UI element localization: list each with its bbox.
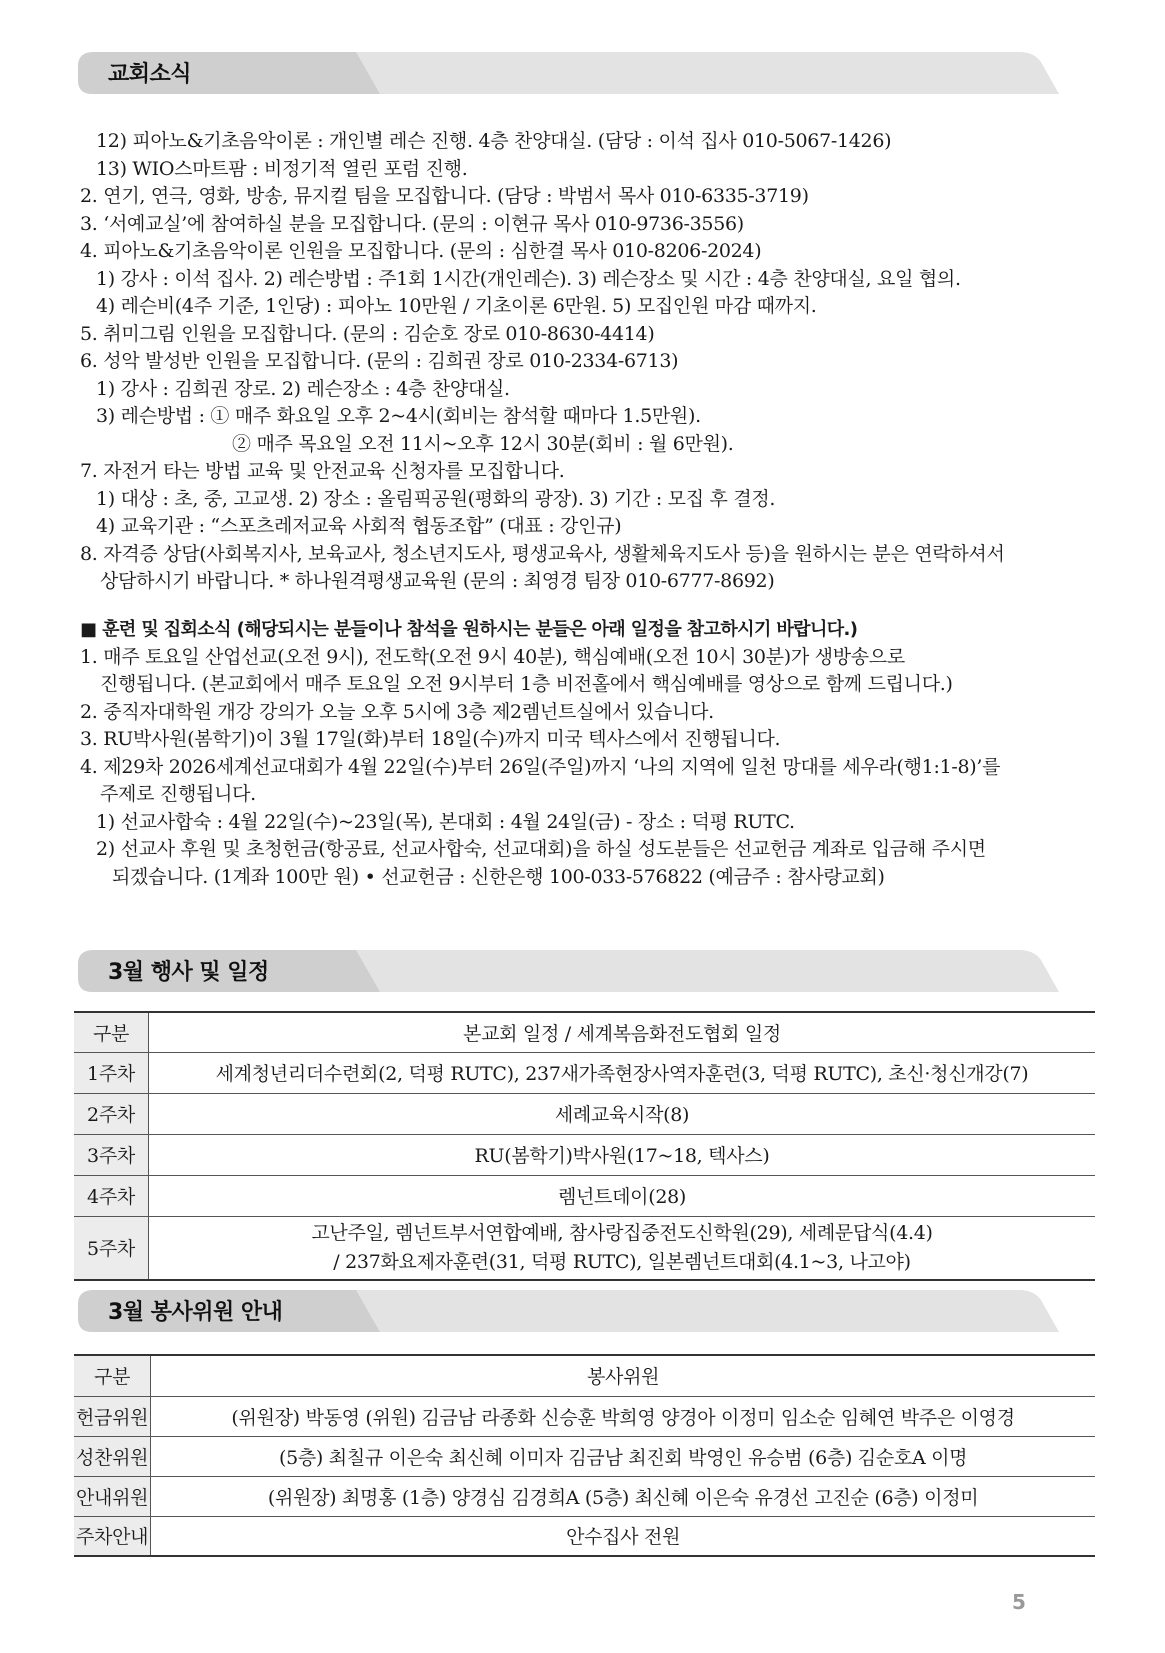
news-line: 6. 성악 발성반 인원을 모집합니다. (문의 : 김희권 장로 010-2334-6713)	[80, 350, 679, 372]
training-line: 2) 선교사 후원 및 초청헌금(항공료, 선교사합숙, 선교대회)을 하실 성도분들은 선교헌금 계좌로 입금해 주시면	[96, 838, 986, 860]
table-row	[74, 1216, 1095, 1280]
training-line: 1. 매주 토요일 산업선교(오전 9시), 전도학(오전 9시 40분), 핵심예배(오전 10시 30분)가 생방송으로	[80, 645, 905, 668]
news-line: 4) 레슨비(4주 기준, 1인당) : 피아노 10만원 / 기초이론 6만원. 5) 모집인원 마감 때까지.	[96, 295, 817, 317]
table-header-cell: 구분	[74, 1355, 151, 1396]
section-header-schedule	[74, 946, 1089, 996]
news-line: 3. ‘서예교실’에 참여하실 분을 모집합니다. (문의 : 이현규 목사 010-9736-3556)	[80, 212, 744, 235]
week-cell: 1주차	[74, 1052, 149, 1093]
table-row	[74, 1175, 1095, 1216]
news-line: 상담하시기 바랍니다. * 하나원격평생교육원 (문의 : 최영경 팀장 010-6777-8692)	[100, 570, 775, 592]
table-row	[74, 1476, 1095, 1516]
training-line: 1) 선교사합숙 : 4월 22일(수)~23일(목), 본대회 : 4월 24일(금) - 장소 : 덕평 RUTC.	[96, 810, 795, 833]
week-cell: 2주차	[74, 1093, 149, 1134]
role-cell: 헌금위원	[74, 1396, 151, 1436]
training-line: 주제로 진행됩니다.	[100, 783, 256, 805]
table-row	[74, 1052, 1095, 1093]
section-header-news	[74, 48, 1089, 98]
news-line: 1) 강사 : 김희권 장로. 2) 레슨장소 : 4층 찬양대실.	[96, 377, 510, 400]
week-cell: 5주차	[74, 1216, 149, 1280]
news-line: 7. 자전거 타는 방법 교육 및 안전교육 신청자를 모집합니다.	[80, 460, 565, 482]
table-header-row	[74, 1355, 1095, 1396]
table-row	[74, 1134, 1095, 1175]
table-header-cell: 본교회 일정 / 세계복음화전도협회 일정	[149, 1012, 1096, 1052]
role-cell: 안내위원	[74, 1476, 151, 1516]
table-row	[74, 1516, 1095, 1556]
members-cell: 안수집사 전원	[151, 1516, 1095, 1556]
news-line: 2. 연기, 연극, 영화, 방송, 뮤지컬 팀을 모집합니다. (담당 : 박범서 목사 010-6335-3719)	[80, 185, 809, 207]
training-list	[80, 616, 1100, 891]
training-line: 4. 제29차 2026세계선교대회가 4월 22일(수)부터 26일(주일)까지 ‘나의 지역에 일천 망대를 세우라(행1:1-8)’를	[80, 755, 1001, 778]
events-line: 고난주일, 렘넌트부서연합예배, 참사랑집중전도신학원(29), 세례문답식(4.4)	[311, 1221, 933, 1244]
news-line: 5. 취미그림 인원을 모집합니다. (문의 : 김순호 장로 010-8630-4414)	[80, 322, 655, 345]
news-list	[80, 128, 1100, 596]
news-line: 12) 피아노&기초음악이론 : 개인별 레슨 진행. 4층 찬양대실. (담당 : 이석 집사 010-5067-1426)	[96, 130, 892, 152]
schedule-table	[74, 1011, 1095, 1281]
section-header-volunteers	[74, 1286, 1089, 1336]
role-cell: 주차안내	[74, 1516, 151, 1556]
events-cell	[149, 1216, 1096, 1280]
events-cell: 렘넌트데이(28)	[149, 1175, 1096, 1216]
members-cell: (위원장) 박동영 (위원) 김금남 라종화 신승훈 박희영 양경아 이정미 임소순 임혜연 박주은 이영경	[151, 1396, 1095, 1436]
news-line: 1) 대상 : 초, 중, 고교생. 2) 장소 : 올림픽공원(평화의 광장). 3) 기간 : 모집 후 결정.	[96, 487, 776, 510]
events-cell: RU(봄학기)박사원(17~18, 텍사스)	[149, 1134, 1096, 1175]
news-line: 3) 레슨방법 : ① 매주 화요일 오후 2~4시(회비는 참석할 때마다 1.5만원).	[96, 405, 701, 427]
table-row	[74, 1093, 1095, 1134]
section-bar-shape	[74, 48, 1089, 98]
news-line: 8. 자격증 상담(사회복지사, 보육교사, 청소년지도사, 평생교육사, 생활체육지도사 등)을 원하시는 분은 연락하셔서	[80, 542, 1005, 565]
volunteer-table	[74, 1354, 1095, 1557]
events-cell: 세례교육시작(8)	[149, 1093, 1096, 1134]
training-line: 진행됩니다. (본교회에서 매주 토요일 오전 9시부터 1층 비전홀에서 핵심예배를 영상으로 함께 드립니다.)	[100, 673, 953, 695]
news-line: 1) 강사 : 이석 집사. 2) 레슨방법 : 주1회 1시간(개인레슨). 3) 레슨장소 및 시간 : 4층 찬양대실, 요일 협의.	[96, 267, 961, 290]
role-cell: 성찬위원	[74, 1436, 151, 1476]
members-cell: (위원장) 최명홍 (1층) 양경심 김경희A (5층) 최신혜 이은숙 유경선 고진순 (6층) 이정미	[151, 1476, 1095, 1516]
table-header-row	[74, 1012, 1095, 1052]
events-line: / 237화요제자훈련(31, 덕평 RUTC), 일본렘넌트대회(4.1~3, 나고야)	[333, 1250, 911, 1273]
table-row	[74, 1436, 1095, 1476]
training-line: 3. RU박사원(봄학기)이 3월 17일(화)부터 18일(수)까지 미국 텍사스에서 진행됩니다.	[80, 728, 781, 750]
section-title: 3월 봉사위원 안내	[108, 1300, 283, 1325]
table-header-cell: 봉사위원	[151, 1355, 1095, 1396]
page-number: 5	[1012, 1590, 1026, 1614]
news-line: ② 매주 목요일 오전 11시~오후 12시 30분(회비 : 월 6만원).	[232, 432, 734, 455]
week-cell: 4주차	[74, 1175, 149, 1216]
training-line: 되겠습니다. (1계좌 100만 원) • 선교헌금 : 신한은행 100-033-576822 (예금주 : 참사랑교회)	[112, 865, 885, 888]
section-title: 3월 행사 및 일정	[108, 960, 269, 985]
news-line: 13) WIO스마트팜 : 비정기적 열린 포럼 진행.	[96, 157, 468, 180]
section-title: 교회소식	[108, 62, 192, 87]
week-cell: 3주차	[74, 1134, 149, 1175]
table-header-cell: 구분	[74, 1012, 149, 1052]
table-row	[74, 1396, 1095, 1436]
training-line: 2. 중직자대학원 개강 강의가 오늘 오후 5시에 3층 제2렘넌트실에서 있습니다.	[80, 700, 714, 723]
news-line: 4. 피아노&기초음악이론 인원을 모집합니다. (문의 : 심한결 목사 010-8206-2024)	[80, 240, 762, 262]
events-cell: 세계청년리더수련회(2, 덕평 RUTC), 237새가족현장사역자훈련(3, 덕평 RUTC), 초신·청신개강(7)	[149, 1052, 1096, 1093]
news-line: 4) 교육기관 : “스포츠레저교육 사회적 협동조합” (대표 : 강인규)	[96, 515, 622, 537]
members-cell: (5층) 최칠규 이은숙 최신혜 이미자 김금남 최진회 박영인 유승범 (6층) 김순호A 이명	[151, 1436, 1095, 1476]
training-heading: ■ 훈련 및 집회소식 (해당되시는 분들이나 참석을 원하시는 분들은 아래 일정을 참고하시기 바랍니다.)	[80, 619, 858, 640]
